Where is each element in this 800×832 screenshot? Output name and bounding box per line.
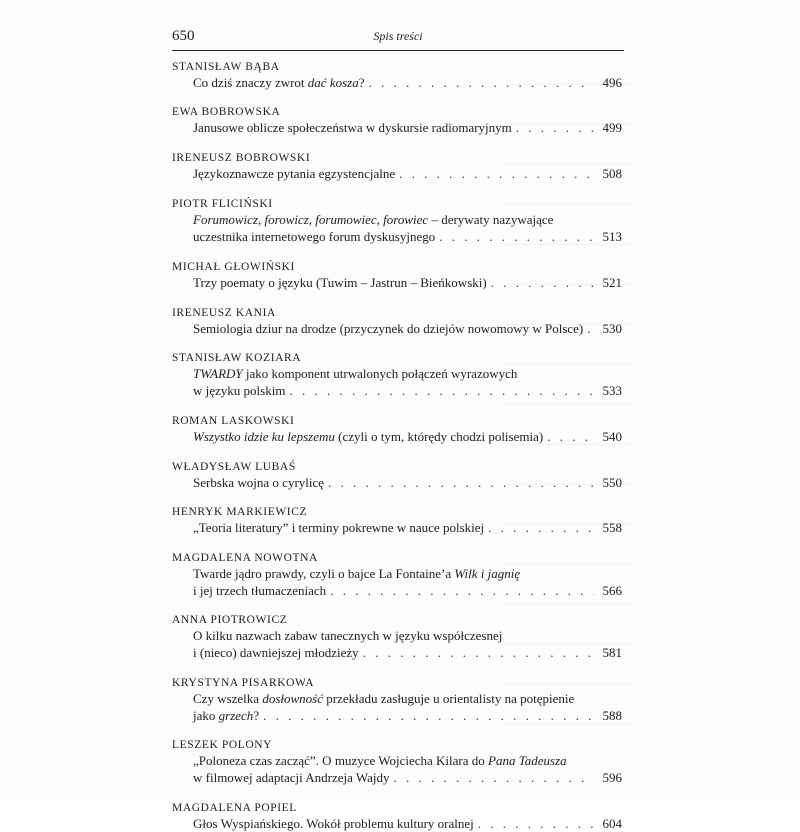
toc-page-number: 499	[602, 120, 622, 135]
toc-title-line	[193, 815, 622, 832]
toc-title-line	[193, 119, 622, 136]
toc-title-line	[193, 644, 622, 661]
toc-title-segment: Pana Tadeusza	[488, 753, 567, 768]
toc-title-segment: TWARDY	[193, 366, 243, 381]
toc-title-segment: w języku polskim	[193, 383, 286, 398]
toc-title-segment: dać kosza	[307, 75, 359, 90]
table-of-contents	[172, 60, 622, 832]
toc-title-line	[193, 474, 622, 491]
toc-page-number: 533	[602, 383, 622, 398]
toc-title-line	[193, 74, 622, 91]
page-number: 650	[172, 28, 195, 44]
dot-leader	[394, 769, 594, 786]
toc-title-segment: Trzy poematy o języku (Tuwim – Jastrun – Bieńkowski)	[193, 275, 487, 290]
toc-title-line	[193, 707, 622, 724]
toc-entry	[172, 414, 622, 445]
toc-entry	[172, 613, 622, 661]
toc-title-line	[193, 165, 622, 182]
toc-entry	[172, 351, 622, 399]
dot-leader	[488, 519, 594, 536]
toc-title-segment: Wilk i jagnię	[454, 566, 521, 581]
toc-title-line	[193, 769, 622, 786]
toc-title-segment: Semiologia dziur na drodze (przyczynek do dziejów nowomowy w Polsce)	[193, 321, 584, 336]
toc-page-number: 558	[602, 520, 622, 535]
toc-title-segment: Twarde jądro prawdy, czyli o bajce La Fontaine’a	[193, 566, 455, 581]
toc-entry	[172, 60, 622, 91]
toc-title	[193, 753, 567, 768]
toc-title-line	[193, 582, 622, 599]
dot-leader	[439, 228, 594, 245]
toc-entry	[172, 105, 622, 136]
toc-title-line	[193, 211, 622, 228]
toc-author: STANISŁAW KOZIARA	[172, 352, 302, 364]
toc-author: ROMAN LASKOWSKI	[172, 415, 295, 427]
toc-author: PIOTR FLICIŃSKI	[172, 198, 273, 210]
toc-title-line	[193, 690, 622, 707]
toc-title-segment: Serbska wojna o cyrylicę	[193, 475, 325, 490]
toc-title-line	[193, 320, 622, 337]
toc-author: MAGDALENA NOWOTNA	[172, 552, 318, 564]
toc-title	[193, 628, 502, 643]
toc-title-segment: ?	[358, 75, 365, 90]
toc-title-segment: Forumowicz, forowicz, forumowiec, forowiec	[193, 212, 429, 227]
toc-title	[193, 274, 487, 291]
toc-title-line	[193, 752, 622, 769]
toc-title	[193, 382, 285, 399]
toc-title-line	[193, 627, 622, 644]
toc-entry	[172, 551, 622, 599]
toc-title-segment: w filmowej adaptacji Andrzeja Wajdy	[193, 770, 390, 785]
toc-author: LESZEK POLONY	[172, 739, 273, 751]
header-rule	[172, 50, 624, 51]
toc-title	[193, 320, 583, 337]
toc-author: IRENEUSZ BOBROWSKI	[172, 152, 311, 164]
toc-title-segment: uczestnika internetowego forum dyskusyjnego	[193, 229, 436, 244]
toc-title-segment: (czyli o tym, którędy chodzi polisemia)	[334, 429, 544, 444]
toc-author: MICHAŁ GŁOWIŃSKI	[172, 261, 295, 273]
toc-title	[193, 566, 520, 581]
toc-title	[193, 691, 574, 706]
toc-page-number: 581	[602, 645, 622, 660]
toc-title	[193, 707, 259, 724]
toc-title-segment: – derywaty nazywające	[428, 212, 554, 227]
toc-entry	[172, 260, 622, 291]
toc-author: KRYSTYNA PISARKOWA	[172, 677, 315, 689]
toc-title-segment: przekładu zasługuje u orientalisty na potępienie	[322, 691, 575, 706]
toc-title-segment: Janusowe oblicze społeczeństwa w dyskursie radiomaryjnym	[193, 120, 512, 135]
dot-leader	[330, 582, 594, 599]
dot-leader	[263, 707, 594, 724]
toc-title-line	[193, 365, 622, 382]
toc-page-number: 604	[602, 816, 622, 831]
toc-title-segment: dosłowność	[262, 691, 323, 706]
toc-page-number: 596	[602, 770, 622, 785]
toc-title	[193, 74, 365, 91]
toc-title-segment: i (nieco) dawniejszej młodzieży	[193, 645, 359, 660]
toc-author: HENRYK MARKIEWICZ	[172, 506, 308, 518]
toc-title	[193, 815, 474, 832]
toc-title-segment: Głos Wyspiańskiego. Wokół problemu kultury oralnej	[193, 816, 474, 831]
dot-leader	[399, 165, 594, 182]
toc-page-number: 530	[602, 321, 622, 336]
toc-page-number: 513	[602, 229, 622, 244]
toc-title	[193, 474, 324, 491]
toc-title-line	[193, 565, 622, 582]
toc-author: IRENEUSZ KANIA	[172, 307, 276, 319]
toc-title	[193, 519, 484, 536]
dot-leader	[363, 644, 594, 661]
toc-entry	[172, 738, 622, 786]
toc-title-segment: ?	[253, 708, 260, 723]
dot-leader	[516, 119, 594, 136]
toc-author: ANNA PIOTROWICZ	[172, 614, 288, 626]
toc-page-number: 521	[602, 275, 622, 290]
toc-title-line	[193, 274, 622, 291]
dot-leader	[289, 382, 594, 399]
dot-leader	[478, 815, 594, 832]
toc-page-number: 588	[602, 708, 622, 723]
toc-title	[193, 366, 517, 381]
dot-leader	[328, 474, 594, 491]
toc-title-segment: Językoznawcze pytania egzystencjalne	[193, 166, 396, 181]
toc-title-segment: i jej trzech tłumaczeniach	[193, 583, 327, 598]
toc-entry	[172, 460, 622, 491]
toc-entry	[172, 801, 622, 832]
toc-title-segment: Czy wszelka	[193, 691, 263, 706]
toc-title-segment: jako komponent utrwalonych połączeń wyrazowych	[242, 366, 518, 381]
toc-title-segment: Wszystko idzie ku lepszemu	[193, 429, 335, 444]
toc-title	[193, 769, 390, 786]
toc-title-line	[193, 382, 622, 399]
toc-title-segment: Co dziś znaczy zwrot	[193, 75, 308, 90]
running-title: Spis treści	[373, 29, 423, 43]
toc-title	[193, 428, 543, 445]
toc-title	[193, 228, 435, 245]
toc-title-line	[193, 519, 622, 536]
toc-author: EWA BOBROWSKA	[172, 106, 281, 118]
toc-entry	[172, 505, 622, 536]
toc-title-line	[193, 428, 622, 445]
toc-page-number: 566	[602, 583, 622, 598]
toc-title-segment: „Poloneza czas zacząć”. O muzyce Wojciecha Kilara do	[193, 753, 489, 768]
toc-entry	[172, 151, 622, 182]
toc-page-number: 496	[602, 75, 622, 90]
toc-page-number: 550	[602, 475, 622, 490]
toc-title-segment: O kilku nazwach zabaw tanecznych w języku współczesnej	[193, 628, 503, 643]
toc-title	[193, 212, 553, 227]
toc-title	[193, 165, 395, 182]
dot-leader	[547, 428, 594, 445]
dot-leader	[491, 274, 594, 291]
toc-entry	[172, 676, 622, 724]
toc-page-number: 540	[602, 429, 622, 444]
toc-title-line	[193, 228, 622, 245]
toc-author: WŁADYSŁAW LUBAŚ	[172, 461, 296, 473]
dot-leader	[587, 320, 594, 337]
toc-title	[193, 582, 326, 599]
toc-author: STANISŁAW BĄBA	[172, 61, 280, 73]
toc-entry	[172, 306, 622, 337]
page-header	[172, 28, 624, 50]
toc-title-segment: „Teoria literatury” i terminy pokrewne w nauce polskiej	[193, 520, 485, 535]
toc-author: MAGDALENA POPIEL	[172, 802, 297, 814]
toc-entry	[172, 197, 622, 245]
dot-leader	[369, 74, 595, 91]
toc-title-segment: jako	[193, 708, 219, 723]
toc-page-number: 508	[602, 166, 622, 181]
toc-title	[193, 119, 512, 136]
toc-title	[193, 644, 359, 661]
toc-title-segment: grzech	[218, 708, 254, 723]
